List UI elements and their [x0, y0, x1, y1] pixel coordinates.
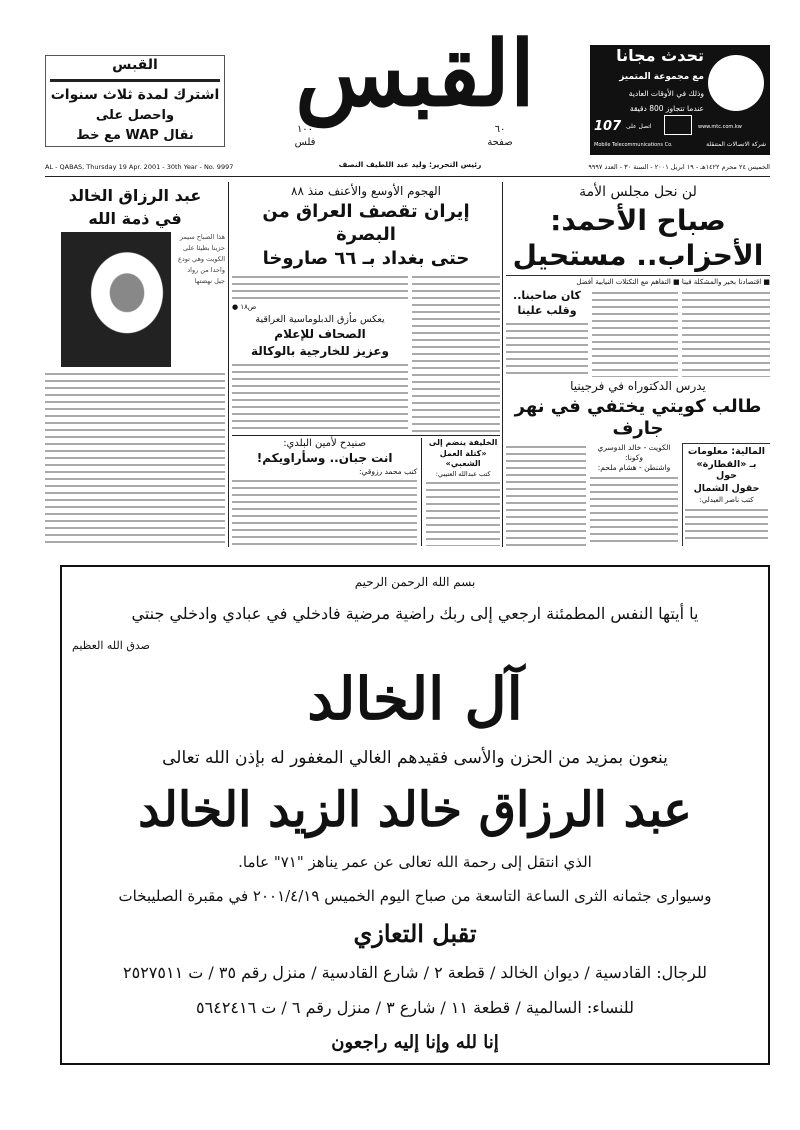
headline-kicker: صنيدح لأمين البلدي: — [283, 437, 367, 449]
editor-line: رئيس التحرير: وليد عبد اللطيف النصف — [338, 160, 482, 169]
condolences-heading: تقبل التعازي — [353, 918, 477, 948]
article-body — [592, 289, 678, 377]
headline-kicker: لن نحل مجلس الأمة — [579, 184, 697, 200]
byline: كتب محمد رزوقي: — [358, 467, 418, 476]
sadaq: صدق الله العظيم — [72, 638, 150, 652]
main-headline: حتى بغداد بـ ٦٦ صاروخا — [262, 248, 470, 269]
price-unit: فلس — [294, 137, 316, 148]
ad-site: www.mtc.com.kw — [698, 124, 742, 130]
headline-kicker: يدرس الدكتوراه في فرجينيا — [570, 378, 706, 393]
article-title: في ذمة الله — [88, 209, 182, 228]
english-dateline: AL - QABAS, Thursday 19 Apr. 2001 - 30th Year - No. 9997 — [45, 163, 234, 171]
side-headline: كان صاحبنا.. — [513, 288, 581, 302]
article-body — [232, 477, 417, 546]
finance-headline: المالية: معلومات — [687, 445, 766, 457]
main-headline: صباح الأحمد: — [550, 203, 726, 237]
article-body — [685, 506, 768, 544]
article-body — [506, 320, 588, 377]
article-body — [45, 370, 225, 544]
ad-line: واحصل على — [95, 107, 175, 123]
article-body — [412, 273, 500, 433]
price-value: ١٠٠ — [296, 124, 314, 135]
men-condolences: للرجال: القادسية / ديوان الخالد / قطعة ٢ / شارع القادسية / منزل رقم ٣٥ / ت ٢٥٢٧٥١١ — [123, 963, 707, 983]
ad-line: وذلك في الأوقات العادية — [628, 88, 704, 98]
page-ref: ● ص١٨ — [232, 302, 257, 311]
byline: واشنطن - هشام ملحم: — [597, 463, 671, 473]
article-lead: هذا الصباح سيمر حزينا بطيئا على الكويت وهي تودع واحدا من رواد جيل نهضتها — [178, 233, 225, 285]
right-column — [506, 184, 770, 546]
burial-line: وسيوارى جثمانه الثرى الساعة التاسعة من صباح اليوم الخميس ٢٠٠١/٤/١٩ في مقبرة الصليبخات — [118, 886, 712, 905]
mourning-line: ينعون بمزيد من الحزن والأسى فقيدهم الغالي المغفور له بإذن الله تعالى — [162, 747, 668, 768]
main-headline: إيران تقصف العراق من البصرة — [262, 201, 470, 245]
ad-call: اتصل على — [626, 123, 652, 130]
closing-verse: إنا لله وإنا إليه راجعون — [331, 1032, 499, 1054]
headline-kicker: الهجوم الأوسع والأعنف منذ ٨٨ — [291, 184, 441, 198]
subscription-ad[interactable] — [45, 55, 225, 147]
headline: طالب كويتي يختفي في نهر جارف — [514, 395, 762, 440]
article-body — [590, 474, 678, 546]
headline-tagline: ■ اقتصادنا بخير والمشكلة فينا ■ التفاهم مع التكتلات النيابية أفضل — [506, 275, 770, 287]
pages-unit: صفحة — [487, 137, 513, 148]
article-body — [506, 443, 586, 546]
ad-phone-number: 107 — [594, 119, 622, 134]
pages-value: ٦٠ — [494, 124, 506, 135]
women-condolences: للنساء: السالمية / قطعة ١١ / شارع ٣ / منزل رقم ٦ / ت ٥٦٤٢٤١٦ — [196, 997, 634, 1017]
mtc-ad[interactable] — [590, 45, 770, 155]
byline: كتب عبدالله العتيبي: — [435, 469, 491, 478]
finance-box[interactable] — [682, 443, 770, 546]
side-headline: وقلب علينا — [517, 304, 577, 318]
deceased-name: عبد الرزاق خالد الزيد الخالد — [138, 782, 692, 839]
byline: وكونا: — [625, 453, 643, 463]
portrait-photo — [61, 232, 171, 367]
middle-column — [232, 184, 500, 546]
headline: «كتلة العمل الشعبي» — [439, 448, 487, 468]
left-column — [45, 186, 225, 544]
ad-company: Mobile Telecommunications Co. — [594, 142, 673, 148]
main-headline: الأحزاب.. مستحيل — [512, 239, 764, 273]
finance-headline: حقول الشمال — [693, 483, 760, 495]
article-title: عبد الرزاق الخالد — [68, 186, 202, 205]
ad-subtitle: مع مجموعة المتميز — [619, 71, 704, 82]
newspaper-logo: القبس — [295, 21, 535, 127]
article-body — [232, 361, 408, 432]
smiley-icon — [708, 55, 764, 111]
family-name: آل الخالد — [307, 665, 523, 734]
headline: الصحاف للإعلام — [274, 327, 366, 342]
headline: الخليفة ينضم إلى — [428, 437, 498, 447]
ad-title: تحدث مجانا — [616, 46, 704, 65]
headline: انت جبان.. وسأراويكم! — [256, 451, 393, 465]
headline-kicker: يعكس مأزق الدبلوماسية العراقية — [255, 313, 385, 325]
mtc-logo-icon — [664, 115, 692, 135]
article-body — [232, 273, 408, 301]
ad-logo: القبس — [112, 57, 158, 73]
article-body — [682, 289, 770, 377]
byline: كتب ناصر العبدلي: — [699, 496, 754, 505]
finance-headline: بـ «القطارة» حول — [696, 458, 757, 482]
ad-company-ar: شركة الاتصالات المتنقلة — [706, 141, 766, 148]
ad-line: اشترك لمدة ثلاث سنوات — [50, 87, 220, 104]
ad-line: نقال WAP مع خط — [76, 128, 194, 144]
arabic-dateline: الخميس ٢٤ محرم ١٤٢٢هـ - ١٩ ابريل ٢٠٠١ - السنة ٣٠ - العدد ٩٩٩٧ — [588, 163, 770, 171]
age-line: الذي انتقل إلى رحمة الله تعالى عن عمر يناهز "٧١" عاما. — [238, 853, 592, 872]
ad-line: عندما تتجاوز 800 دقيقة — [629, 103, 704, 113]
byline: الكويت - خالد الدوسري — [597, 442, 671, 452]
quran-verse: يا أيتها النفس المطمئنة ارجعي إلى ربك راضية مرضية فادخلي في عبادي وادخلي جنتي — [131, 603, 699, 623]
obituary-notice — [60, 565, 770, 1065]
article-body — [426, 479, 500, 546]
basmala: بسم الله الرحمن الرحيم — [354, 575, 476, 589]
headline: وعزيز للخارجية بالوكالة — [250, 344, 390, 359]
